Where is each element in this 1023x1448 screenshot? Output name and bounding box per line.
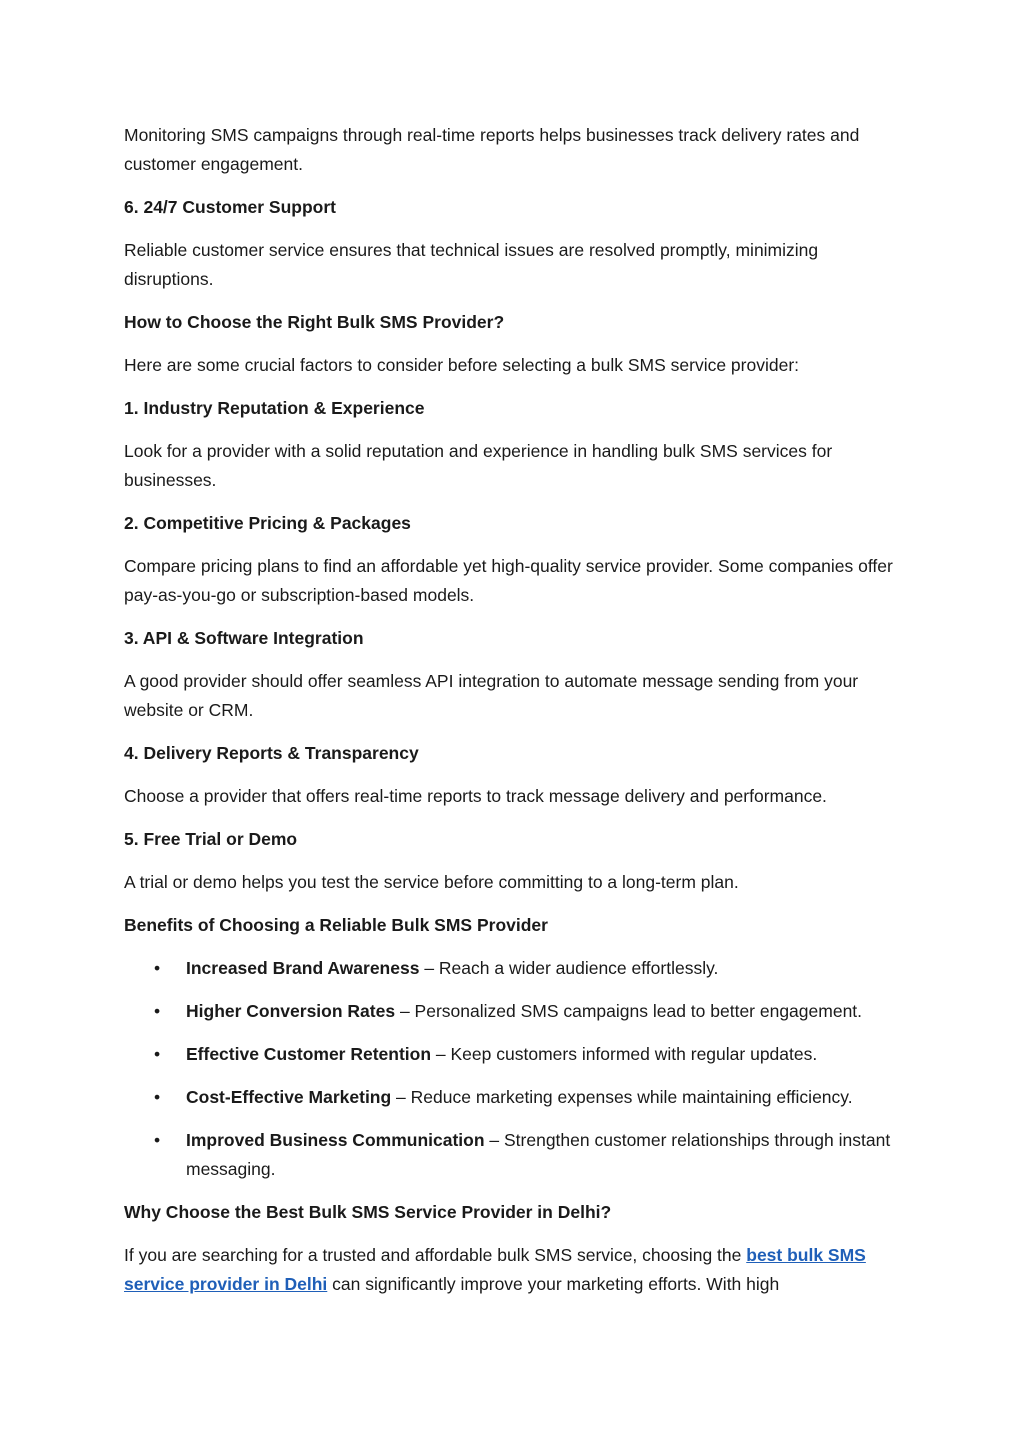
benefit-term: Cost-Effective Marketing [186, 1087, 392, 1107]
benefits-list [124, 954, 904, 1184]
factor-text-trial: A trial or demo helps you test the service before committing to a long-term plan. [124, 872, 739, 892]
why-text-before: If you are searching for a trusted and affordable bulk SMS service, choosing the [124, 1245, 747, 1265]
document-page [124, 121, 904, 1313]
factor-text-reputation: Look for a provider with a solid reputation and experience in handling bulk SMS services for businesses. [124, 441, 833, 490]
why-heading: Why Choose the Best Bulk SMS Service Provider in Delhi? [124, 1202, 612, 1222]
support-heading: 6. 24/7 Customer Support [124, 197, 336, 217]
benefit-term: Improved Business Communication [186, 1130, 485, 1150]
bullet-icon: • [154, 1044, 161, 1064]
list-item [124, 1126, 904, 1184]
benefits-heading: Benefits of Choosing a Reliable Bulk SMS Provider [124, 915, 548, 935]
bullet-icon: • [154, 958, 161, 978]
factor-heading-pricing: 2. Competitive Pricing & Packages [124, 513, 411, 533]
choose-heading: How to Choose the Right Bulk SMS Provider? [124, 312, 505, 332]
intro-paragraph: Monitoring SMS campaigns through real-time reports helps businesses track delivery rates and customer engagement. [124, 125, 860, 174]
provider-link[interactable]: best bulk SMS service provider in Delhi [124, 1245, 866, 1294]
factor-text-reports: Choose a provider that offers real-time reports to track message delivery and performance. [124, 786, 827, 806]
why-paragraph [124, 1241, 904, 1299]
factor-heading-reputation: 1. Industry Reputation & Experience [124, 398, 425, 418]
benefit-term: Increased Brand Awareness [186, 958, 420, 978]
benefit-description: – Keep customers informed with regular updates. [431, 1044, 818, 1064]
benefit-term: Effective Customer Retention [186, 1044, 432, 1064]
benefit-term: Higher Conversion Rates [186, 1001, 396, 1021]
factor-text-pricing: Compare pricing plans to find an affordable yet high-quality service provider. Some companies offer pay-as-you-go or subscription-based models. [124, 556, 893, 605]
choose-intro-paragraph: Here are some crucial factors to consider before selecting a bulk SMS service provider: [124, 355, 800, 375]
bullet-icon: • [154, 1087, 161, 1107]
benefit-description: – Strengthen customer relationships through instant messaging. [186, 1130, 891, 1179]
benefit-description: – Reach a wider audience effortlessly. [419, 958, 719, 978]
benefit-description: – Reduce marketing expenses while maintaining efficiency. [391, 1087, 853, 1107]
bullet-icon: • [154, 1001, 161, 1021]
benefit-description: – Personalized SMS campaigns lead to better engagement. [395, 1001, 863, 1021]
bullet-icon: • [154, 1130, 161, 1150]
support-paragraph: Reliable customer service ensures that technical issues are resolved promptly, minimizing disruptions. [124, 240, 819, 289]
list-item [124, 1040, 904, 1069]
why-text-after: can significantly improve your marketing efforts. With high [327, 1274, 780, 1294]
factor-text-api: A good provider should offer seamless API integration to automate message sending from your website or CRM. [124, 671, 859, 720]
factor-heading-reports: 4. Delivery Reports & Transparency [124, 743, 419, 763]
factor-heading-api: 3. API & Software Integration [124, 628, 364, 648]
list-item [124, 1083, 904, 1112]
list-item [124, 997, 904, 1026]
list-item [124, 954, 904, 983]
factor-heading-trial: 5. Free Trial or Demo [124, 829, 298, 849]
